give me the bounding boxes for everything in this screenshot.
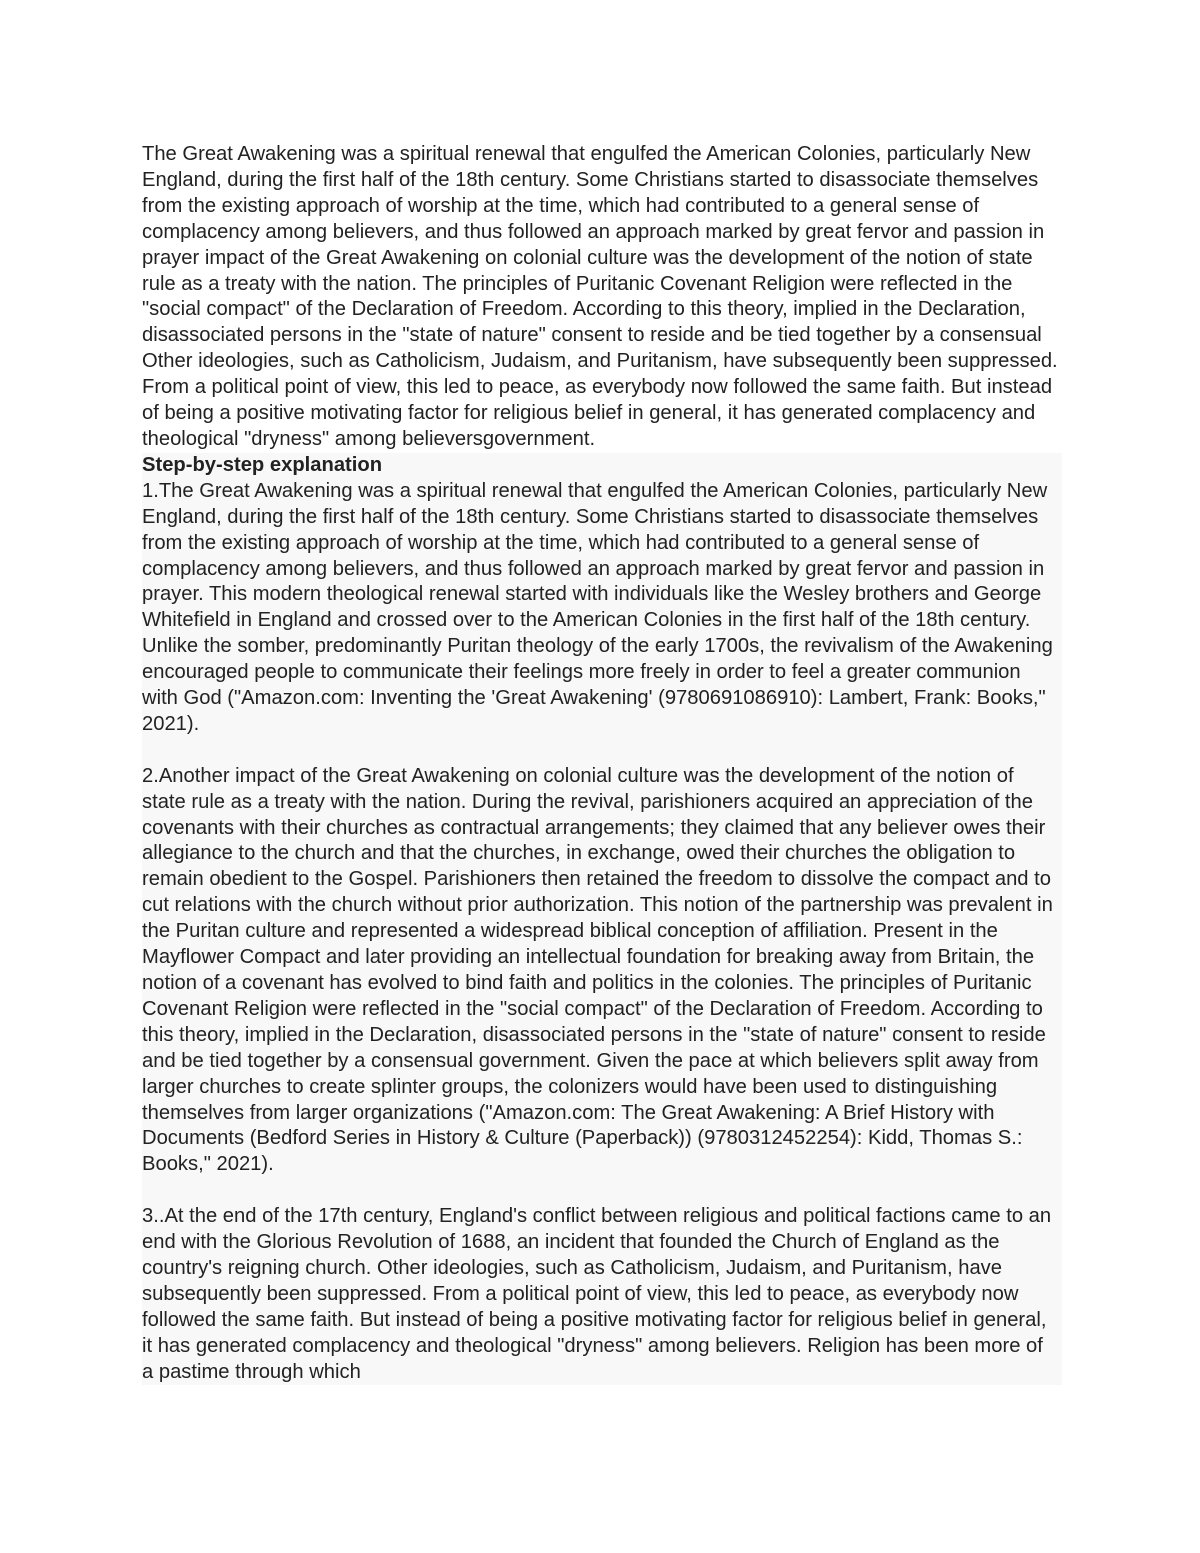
intro-paragraph: The Great Awakening was a spiritual renewal that engulfed the American Colonies, particularly New England, during the first half of the 18th century. Some Christians started to disassociate themselves from the existing approach of worship at the time, which had contributed to a general sense of complacency among believers, and thus followed an approach marked by great fervor and passion in prayer impact of the Great Awakening on colonial culture was the development of the notion of state rule as a treaty with the nation. The principles of Puritanic Covenant Religion were reflected in the "social compact" of the Declaration of Freedom. According to this theory, implied in the Declaration, disassociated persons in the "state of nature" consent to reside and be tied together by a consensual Other ideologies, such as Catholicism, Judaism, and Puritanism, have subsequently been suppressed. From a political point of view, this led to peace, as everybody now followed the same faith. But instead of being a positive motivating factor for religious belief in general, it has generated complacency and theological "dryness" among believersgovernment. [142, 143, 1058, 450]
step-paragraph-2: 2.Another impact of the Great Awakening on colonial culture was the development of the notion of state rule as a treaty with the nation. During the revival, parishioners acquired an appreciation of the covenants with their churches as contractual arrangements; they claimed that any believer owes their allegiance to the church and that the churches, in exchange, owed their churches the obligation to remain obedient to the Gospel. Parishioners then retained the freedom to dissolve the compact and to cut relations with the church without prior authorization. This notion of the partnership was prevalent in the Puritan culture and represented a widespread biblical conception of affiliation. Present in the Mayflower Compact and later providing an intellectual foundation for breaking away from Britain, the notion of a covenant has evolved to bind faith and politics in the colonies. The principles of Puritanic Covenant Religion were reflected in the "social compact" of the Declaration of Freedom. According to this theory, implied in the Declaration, disassociated persons in the "state of nature" consent to reside and be tied together by a consensual government. Given the pace at which believers split away from larger churches to create splinter groups, the colonizers would have been used to distinguishing themselves from larger organizations ("Amazon.com: The Great Awakening: A Brief History with Documents (Bedford Series in History & Culture (Paperback)) (9780312452254): Kidd, Thomas S.: Books," 2021). [142, 764, 1053, 1176]
step-paragraph-3: 3..At the end of the 17th century, England's conflict between religious and political factions came to an end with the Glorious Revolution of 1688, an incident that founded the Church of England as the country's reigning church. Other ideologies, such as Catholicism, Judaism, and Puritanism, have subsequently been suppressed. From a political point of view, this led to peace, as everybody now followed the same faith. But instead of being a positive motivating factor for religious belief in general, it has generated complacency and theological "dryness" among believers. Religion has been more of a pastime through which [142, 1205, 1052, 1383]
explanation-section [142, 453, 1062, 1386]
explanation-heading: Step-by-step explanation [142, 453, 383, 476]
document-body [142, 142, 1062, 1385]
step-paragraph-1: 1.The Great Awakening was a spiritual renewal that engulfed the American Colonies, particularly New England, during the first half of the 18th century. Some Christians started to disassociate themselves from the existing approach of worship at the time, which had contributed to a general sense of complacency among believers, and thus followed an approach marked by great fervor and passion in prayer. This modern theological renewal started with individuals like the Wesley brothers and George Whitefield in England and crossed over to the American Colonies in the first half of the 18th century. Unlike the somber, predominantly Puritan theology of the early 1700s, the revivalism of the Awakening encouraged people to communicate their feelings more freely in order to feel a greater communion with God ("Amazon.com: Inventing the 'Great Awakening' (9780691086910): Lambert, Frank: Books," 2021). [142, 479, 1053, 735]
